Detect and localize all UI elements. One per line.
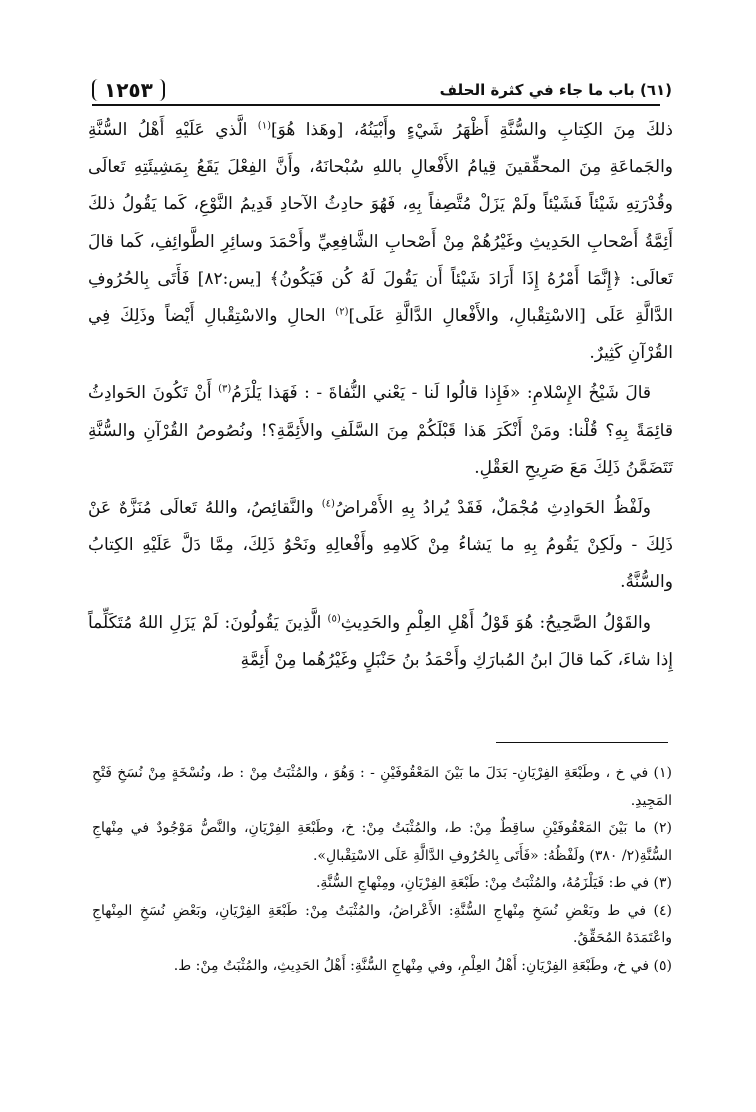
footnote-5: (٥) في خ، وطَبْعَةِ الفِرْيَانِ: أَهْلُ العِلْمِ، وفي مِنْهاجِ السُّنَّةِ: أَهْلُ الحَدِيثِ، والمُثْبَتُ مِنْ: ط. bbox=[173, 957, 672, 974]
paragraph-1 bbox=[88, 112, 673, 372]
footnote-2: (٢) ما بَيْنَ المَعْقُوفَيْنِ ساقِطٌ مِنْ: ط، والمُثْبَتُ مِنْ: خ، وطَبْعَةِ الفِرْيَانِ، والنَّصُّ مَوْجُودٌ في مِنْهاجِ السُّنَّةِ(٢/ ٣٨٠) ولَفْظُهُ: «فَأَتَى بِالحُرُوفِ الدَّالَّةِ عَلَى الاسْتِقْبالِ». bbox=[92, 820, 672, 864]
paragraph-text: أَنْ تَكُونَ الحَوادِثُ قائِمَةً بِهِ؟ قُلْنا: ومَنْ أَنْكَرَ هَذا قَبْلَكُمْ مِنَ السَّلَفِ والأَئِمَّةِ؟! ونُصُوصُ القُرْآنِ والسُّنَّةِ تَتَضَمَّنُ ذَلِكَ مَعَ صَرِيحِ العَقْلِ. bbox=[88, 383, 673, 478]
footnote-1: (١) في خ ، وطَبْعَةِ الفِرْيَانِ- بَدَلَ ما بَيْنَ المَعْقُوفَيْنِ - : وَهُوَ ، والمُثْبَتُ مِنْ : ط، ونُسْخَةٍ مِنْ نُسَخِ فَتْحِ المَجِيدِ. bbox=[92, 765, 672, 809]
footnote-ref: (٣) bbox=[218, 383, 232, 395]
footnote-ref: (٥) bbox=[327, 612, 341, 624]
paragraph-3 bbox=[88, 490, 673, 602]
paragraph-4 bbox=[88, 605, 673, 679]
paragraph-text: والنَّقائِصُ، واللهُ تَعالَى مُنَزَّهٌ عَنْ ذَلِكَ - ولَكِنْ يَقُومُ بِهِ ما يَشاءُ مِنْ كَلامِهِ وأَفْعالِهِ ونَحْوُ ذَلِكَ، مِمَّا دَلَّ عَلَيْهِ الكِتابُ والسُّنَّةُ. bbox=[88, 498, 673, 593]
paragraph-text: الَّذي عَلَيْهِ أَهْلُ السُّنَّةِ والجَماعَةِ مِنَ المحقِّقينَ قِيامُ الأَفْعالِ باللهِ سُبْحانَهُ، وأَنَّ الفِعْلَ يَقَعُ بِمَشِيئَتِهِ تَعالَى وقُدْرَتِهِ شَيْئاً فَشَيْئاً ولَمْ يَزَلْ مُتَّصِفاً بِهِ، فَهُوَ حادِثُ الآحادِ قَدِيمُ النَّوْعِ، كَما يَقُولُ ذلكَ أَئِمَّةُ أَصْحابِ الحَدِيثِ وغَيْرُهُمْ مِنْ أَصْحابِ الشَّافِعِيِّ وأَحْمَدَ وسائِرِ الطَّوائِفِ، كَما قالَ تَعالَى: ﴿إِنَّمَا أَمْرُهُ إِذَا أَرَادَ شَيْئاً أَن يَقُولَ لَهُ كُن فَيَكُونُ﴾ [يس:٨٢] فَأَتَى بِالحُرُوفِ الدَّالَّةِ عَلَى [الاسْتِقْبالِ، والأَفْعالِ الدَّالَّةِ عَلَى] bbox=[88, 120, 673, 327]
main-text bbox=[88, 112, 673, 679]
paragraph-text: والقَوْلُ الصَّحِيحُ: هُوَ قَوْلُ أَهْلِ العِلْمِ والحَدِيثِ bbox=[340, 612, 651, 633]
footnote-ref: (١) bbox=[257, 120, 271, 132]
chapter-title: (٦١) باب ما جاء في كثرة الحلف bbox=[439, 81, 672, 99]
footnote-ref: (٢) bbox=[335, 306, 349, 318]
page-number: ١٢٥٣ bbox=[92, 79, 165, 101]
header-rule bbox=[92, 104, 660, 106]
footnote-3: (٣) في ط: فَيَلْزَمُهُ، والمُثْبَتُ مِنْ: طَبْعَةِ الفِرْيَانِ، ومِنْهاجِ السُّنَّةِ. bbox=[315, 875, 672, 891]
paragraph-text: ولَفْظُ الحَوادِثِ مُجْمَلٌ، فَقَدْ يُرادُ بِهِ الأَمْراضُ bbox=[334, 498, 651, 519]
footnote-separator bbox=[496, 742, 668, 743]
paragraph-text: قالَ شَيْخُ الإِسْلامِ: «فَإِذا قالُوا لَنا - يَعْني النُّفاةَ - : فَهَذا يَلْزَمُ bbox=[231, 383, 651, 404]
paragraph-2 bbox=[88, 375, 673, 487]
paragraph-text: ذلكَ مِنَ الكِتابِ والسُّنَّةِ أَظْهَرُ شَيْءٍ وأَبْيَنُهُ، [وهَذا هُوَ] bbox=[270, 120, 674, 140]
footnote-ref: (٤) bbox=[321, 498, 335, 510]
paragraph-text: الحالِ والاسْتِقْبالِ أَيْضاً وذَلِكَ فِي القُرْآنِ كَثِيرٌ. bbox=[88, 306, 673, 364]
paragraph-text: الَّذِينَ يَقُولُونَ: لَمْ يَزَلِ اللهُ مُتَكَلِّماً إِذا شاءَ، كَما قالَ ابنُ المُبارَكِ وأَحْمَدُ بنُ حَنْبَلٍ وغَيْرُهُما مِنْ أَئِمَّةِ bbox=[88, 612, 673, 670]
footnote-4: (٤) في ط وبَعْضِ نُسَخِ مِنْهاجِ السُّنَّةِ: الأَعْراضُ، والمُثْبَتُ مِنْ: طَبْعَةِ الفِرْيَانِ، وبَعْضِ نُسَخِ المِنْهاجِ واعْتَمَدَهُ المُحَقِّقُ. bbox=[92, 902, 672, 946]
footnotes bbox=[92, 760, 672, 980]
